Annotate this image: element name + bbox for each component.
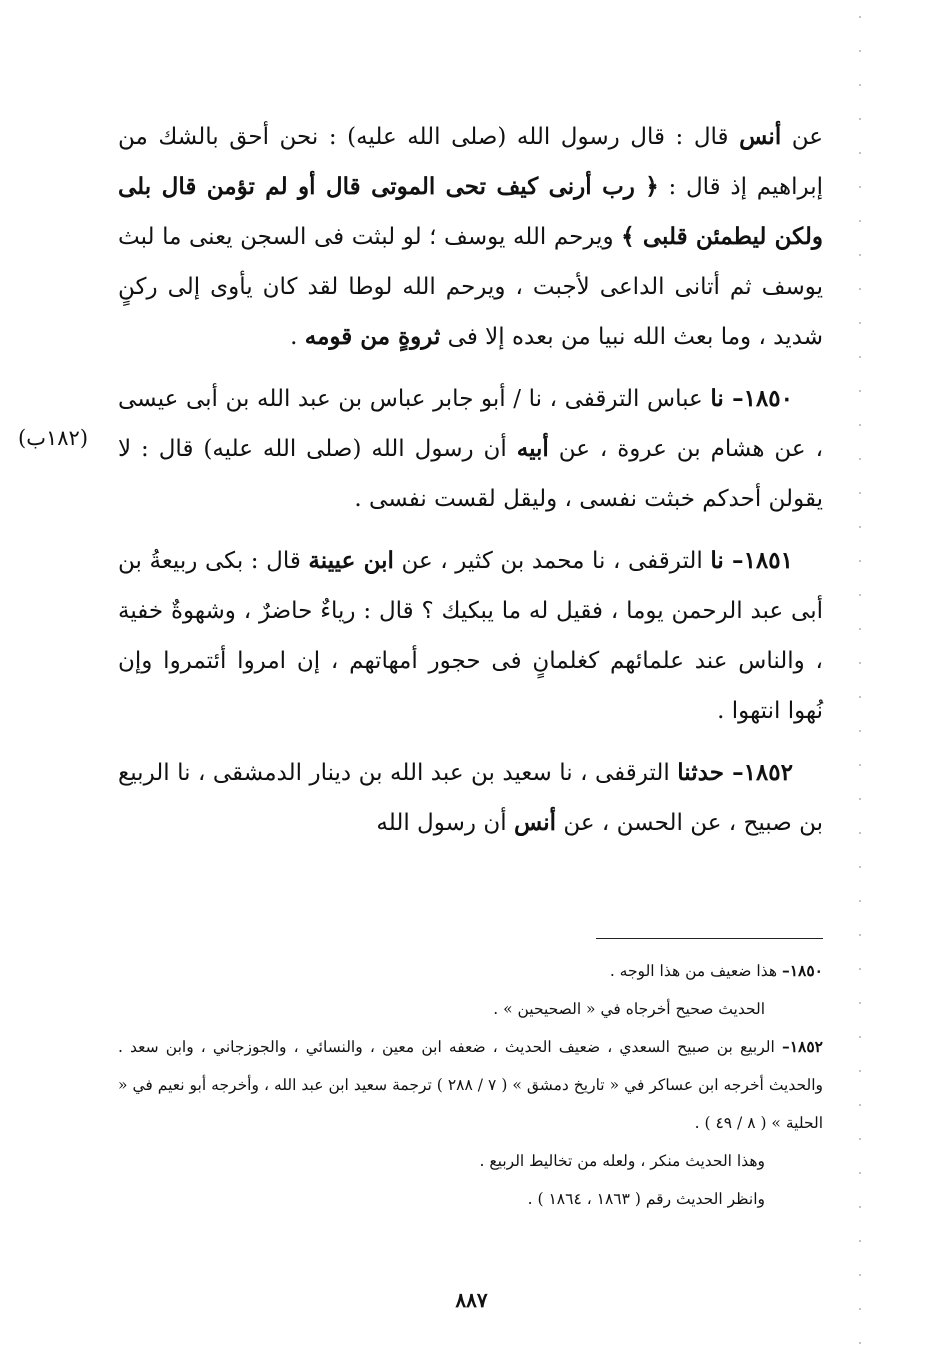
footnote-separator	[596, 938, 823, 939]
main-text	[118, 112, 823, 848]
text-run: .	[290, 324, 305, 350]
emphasized-phrase: ثروةٍ من قومه	[304, 323, 441, 350]
text-run: الترقفى ، نا سعيد بن عبد الله بن دينار الدمشقى ، نا الربيع بن صبيح ، عن الحسن ، عن	[118, 760, 823, 836]
paragraph-hadith-1850	[118, 374, 823, 524]
hadith-number: ١٨٥١– نا	[710, 547, 793, 574]
text-run: ويرحم الله يوسف ؛ لو لبثت فى السجن يعنى ما لبث يوسف ثم أتانى الداعى لأجبت ، ويرحم الله لوطا لقد كان يأوى إلى ركنٍ شديد ، وما بعث الله نبيا من بعده إلا فى	[118, 224, 823, 350]
text-run: الترقفى ، نا محمد بن كثير ، عن	[393, 548, 711, 574]
footnotes	[118, 952, 823, 1218]
paragraph-hadith-1852	[118, 748, 823, 848]
text-run: عباس الترقفى ، نا / أبو جابر عباس بن عبد الله بن أبى عيسى ، عن هشام بن عروة ، عن	[118, 386, 823, 462]
page-number: ٨٨٧	[455, 1288, 488, 1312]
text-run: أن رسول الله (صلى الله عليه) قال : لا يقولن أحدكم خبثت نفسى ، وليقل لقست نفسى .	[118, 436, 823, 512]
text-run: قال : قال رسول الله (صلى الله عليه) : نحن أحق بالشك من إبراهيم إذ قال :	[118, 124, 823, 200]
narrator-name: ابن عيينة	[308, 547, 394, 574]
footnote-number: ١٨٥٠–	[781, 961, 823, 980]
text-run: قال : بكى ربيعةُ بن أبى عبد الرحمن يوما ، فقيل له ما يبكيك ؟ قال : رياءٌ حاضرٌ ، وشهوةٌ خفية ، والناس عند علمائهم كغلمانٍ فى حجور أمهاتهم ، إن امروا أئتمروا وإن نُهوا انتهوا .	[118, 548, 823, 724]
scan-edge-dots	[859, 0, 861, 1354]
quran-verse: ﴿ رب أرنى كيف تحى الموتى قال أو لم تؤمن قال بلى ولكن ليطمئن قلبى ﴾	[118, 173, 824, 250]
narrator-name: أبيه	[516, 435, 549, 462]
hadith-number: ١٨٥٢– حدثنا	[677, 759, 793, 786]
hadith-number: ١٨٥٠– نا	[710, 385, 793, 412]
footnote-1852-remark: وهذا الحديث منكر ، ولعله من تخاليط الربيع .	[479, 1152, 765, 1170]
footnote-text: الربيع بن صبيح السعدي ، ضعيف الحديث ، ضعفه ابن معين ، والنسائي ، والجوزجاني ، وابن سعد . والحديث أخرجه ابن عساكر في « تاريخ دمشق » ( ٧ / ٢٨٨ ) ترجمة سعيد ابن عبد الله ، وأخرجه أبو نعيم في « الحلية » ( ٨ / ٤٩ ) .	[118, 1038, 824, 1132]
text-run: عن	[781, 124, 823, 150]
narrator-name: أنس	[739, 123, 782, 150]
margin-folio-reference: (١٨٢ب)	[18, 426, 89, 450]
narrator-name: أنس	[513, 809, 557, 836]
footnote-1850-continuation: الحديث صحيح أخرجاه في « الصحيحين » .	[493, 1000, 765, 1018]
footnote-1852-see-also: وانظر الحديث رقم ( ١٨٦٣ ، ١٨٦٤ ) .	[527, 1190, 765, 1208]
footnote-1852	[118, 1028, 823, 1142]
footnote-1850	[118, 952, 823, 990]
paragraph-hadith-1851	[118, 536, 823, 736]
footnote-number: ١٨٥٢–	[781, 1037, 823, 1056]
text-run: أن رسول الله	[376, 810, 514, 836]
footnote-text: هذا ضعيف من هذا الوجه .	[609, 962, 782, 980]
paragraph-hadith-continuation	[118, 112, 823, 362]
